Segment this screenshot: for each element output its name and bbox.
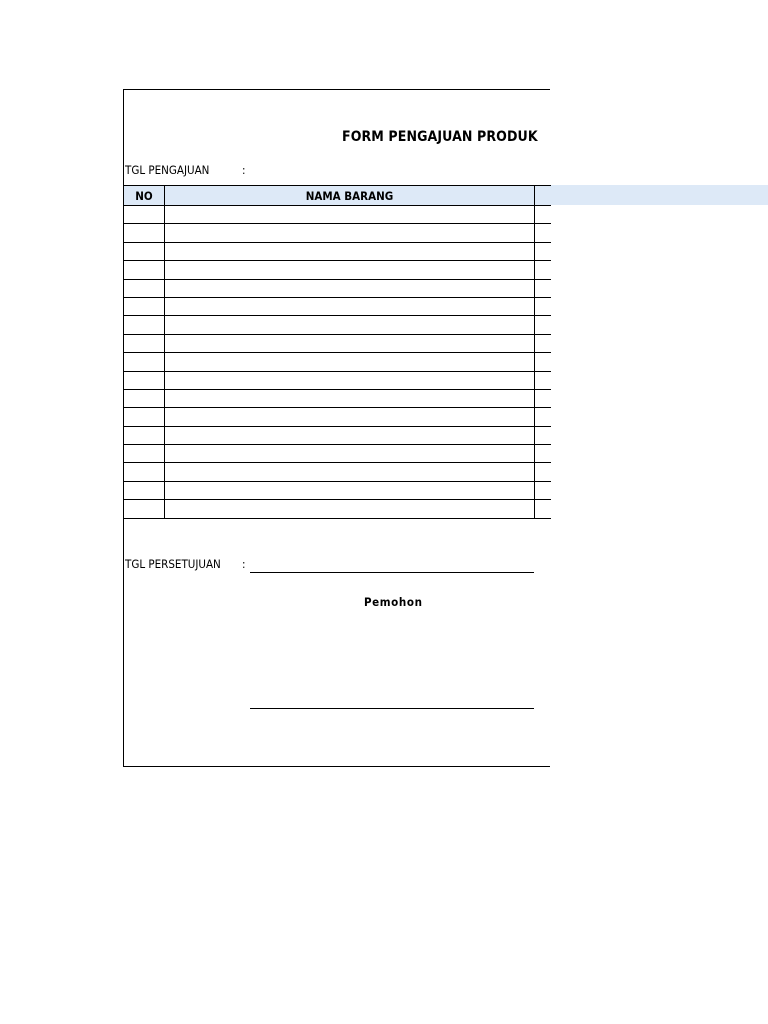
nama-barang-cell[interactable] — [165, 389, 535, 407]
nama-barang-cell[interactable] — [165, 426, 535, 444]
nama-barang-cell[interactable] — [165, 242, 535, 260]
no-cell[interactable] — [124, 297, 165, 315]
signature-line[interactable] — [250, 708, 534, 709]
no-cell[interactable] — [124, 261, 165, 279]
no-cell[interactable] — [124, 371, 165, 389]
extra-cell[interactable] — [535, 279, 551, 297]
table-row — [124, 261, 551, 279]
tgl-persetujuan-label: TGL PERSETUJUAN — [125, 557, 221, 571]
nama-barang-cell[interactable] — [165, 334, 535, 352]
extra-cell[interactable] — [535, 261, 551, 279]
table-row — [124, 242, 551, 260]
table-header-row — [124, 186, 551, 206]
extra-cell[interactable] — [535, 426, 551, 444]
nama-barang-cell[interactable] — [165, 316, 535, 334]
table-row — [124, 408, 551, 426]
no-cell[interactable] — [124, 500, 165, 518]
nama-barang-cell[interactable] — [165, 297, 535, 315]
extra-cell[interactable] — [535, 224, 551, 242]
extra-cell[interactable] — [535, 242, 551, 260]
no-cell[interactable] — [124, 242, 165, 260]
table-row — [124, 389, 551, 407]
extra-cell[interactable] — [535, 334, 551, 352]
nama-barang-cell[interactable] — [165, 481, 535, 499]
extra-cell[interactable] — [535, 353, 551, 371]
extra-cell[interactable] — [535, 389, 551, 407]
table-row — [124, 279, 551, 297]
nama-barang-cell[interactable] — [165, 463, 535, 481]
no-cell[interactable] — [124, 224, 165, 242]
extra-cell[interactable] — [535, 297, 551, 315]
table-row — [124, 297, 551, 315]
nama-barang-cell[interactable] — [165, 371, 535, 389]
table-row — [124, 316, 551, 334]
column-header-nama-barang: NAMA BARANG — [165, 186, 535, 206]
no-cell[interactable] — [124, 334, 165, 352]
no-cell[interactable] — [124, 279, 165, 297]
nama-barang-cell[interactable] — [165, 445, 535, 463]
nama-barang-cell[interactable] — [165, 500, 535, 518]
tgl-persetujuan-field-line[interactable] — [250, 572, 534, 573]
tgl-persetujuan-colon: : — [242, 557, 246, 571]
nama-barang-cell[interactable] — [165, 353, 535, 371]
no-cell[interactable] — [124, 206, 165, 224]
extra-cell[interactable] — [535, 371, 551, 389]
nama-barang-cell[interactable] — [165, 261, 535, 279]
column-header-extra — [535, 186, 551, 206]
no-cell[interactable] — [124, 316, 165, 334]
table-row — [124, 500, 551, 518]
table-row — [124, 463, 551, 481]
table-row — [124, 371, 551, 389]
table-row — [124, 426, 551, 444]
nama-barang-cell[interactable] — [165, 224, 535, 242]
extra-cell[interactable] — [535, 316, 551, 334]
extra-cell[interactable] — [535, 481, 551, 499]
nama-barang-cell[interactable] — [165, 279, 535, 297]
extra-cell[interactable] — [535, 500, 551, 518]
extra-cell[interactable] — [535, 463, 551, 481]
items-table — [123, 185, 551, 519]
column-header-no: NO — [124, 186, 165, 206]
extra-cell[interactable] — [535, 206, 551, 224]
no-cell[interactable] — [124, 481, 165, 499]
no-cell[interactable] — [124, 463, 165, 481]
table-row — [124, 206, 551, 224]
table-row — [124, 481, 551, 499]
table-row — [124, 353, 551, 371]
tgl-pengajuan-label: TGL PENGAJUAN — [125, 163, 210, 177]
no-cell[interactable] — [124, 389, 165, 407]
table-row — [124, 334, 551, 352]
nama-barang-cell[interactable] — [165, 206, 535, 224]
pemohon-label: Pemohon — [364, 595, 423, 609]
no-cell[interactable] — [124, 408, 165, 426]
table-row — [124, 445, 551, 463]
form-title: FORM PENGAJUAN PRODUK — [342, 129, 538, 145]
no-cell[interactable] — [124, 353, 165, 371]
extra-cell[interactable] — [535, 445, 551, 463]
nama-barang-cell[interactable] — [165, 408, 535, 426]
no-cell[interactable] — [124, 426, 165, 444]
items-table-body — [124, 206, 551, 519]
no-cell[interactable] — [124, 445, 165, 463]
table-row — [124, 224, 551, 242]
tgl-pengajuan-colon: : — [242, 163, 246, 177]
extra-cell[interactable] — [535, 408, 551, 426]
